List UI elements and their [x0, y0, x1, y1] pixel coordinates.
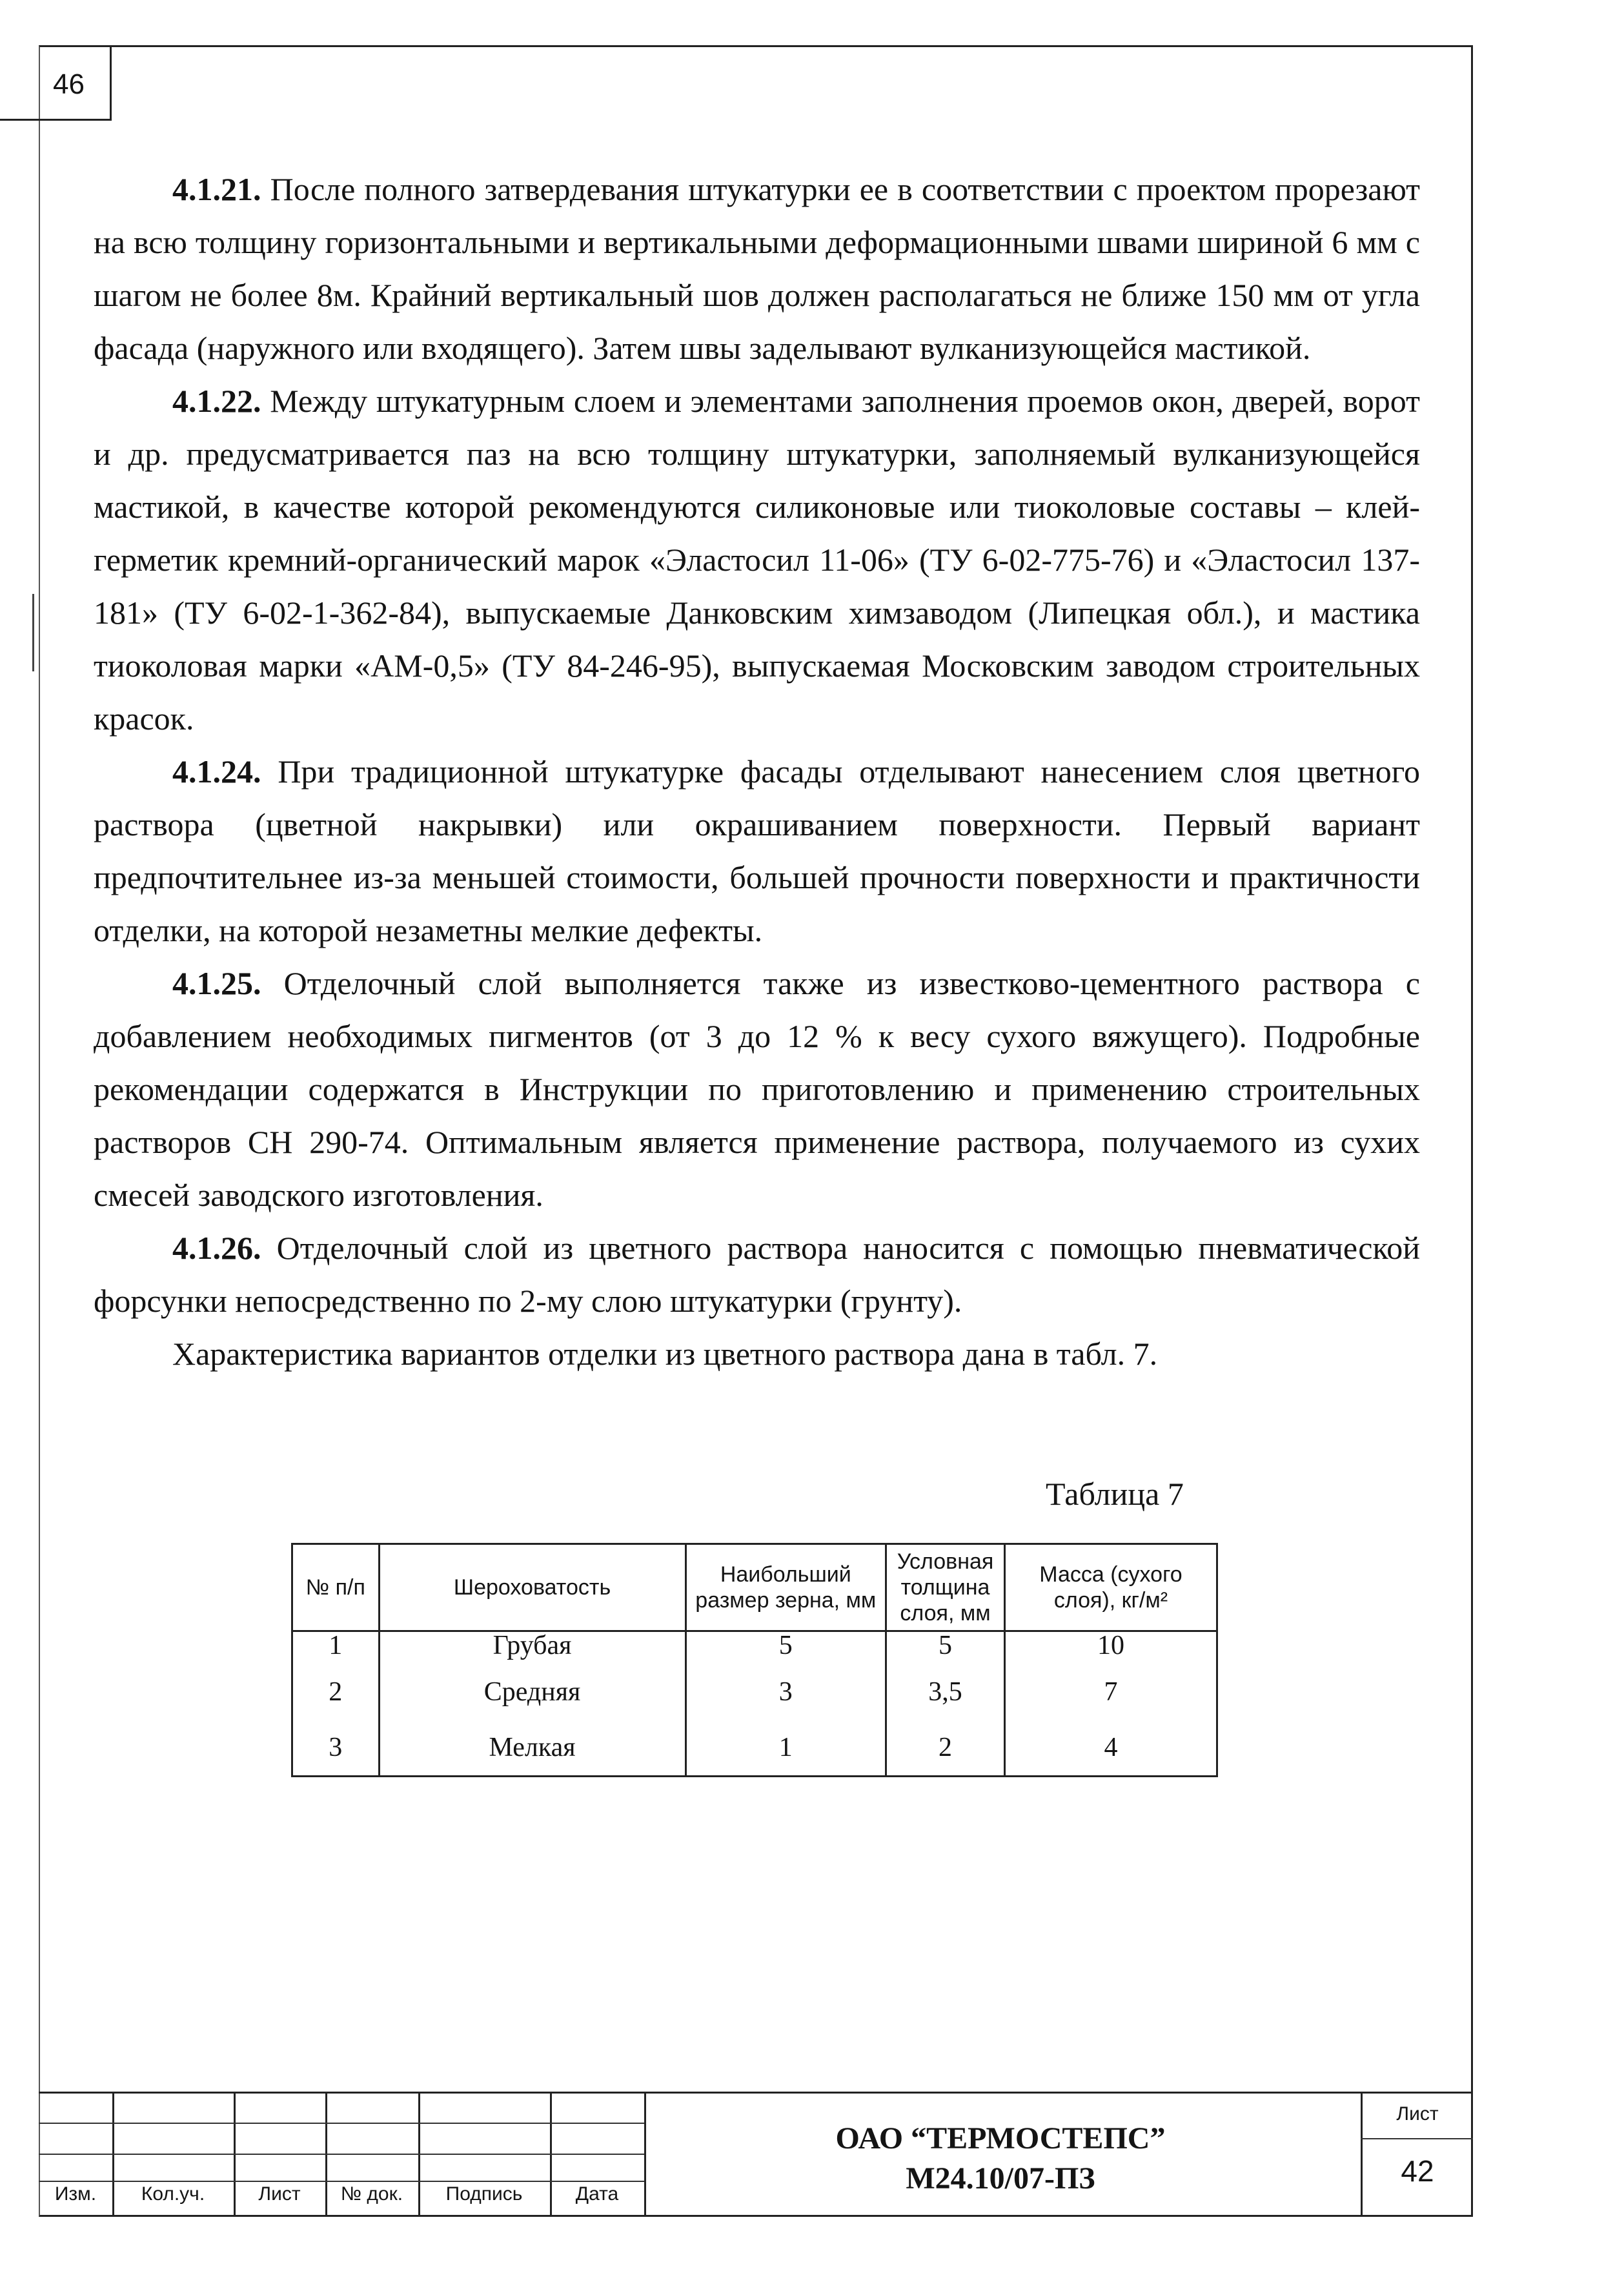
title-block-row-line: [39, 2181, 644, 2182]
title-block-row-line: [39, 2123, 644, 2124]
paragraph: [94, 374, 1420, 745]
table-cell: 1: [685, 1720, 886, 1777]
paragraph-number: 4.1.21.: [172, 171, 261, 207]
paragraph-text: Между штукатурным слоем и элементами заполнения проемов окон, дверей, ворот и др. предусматривается паз на всю толщину штукатурки, заполняемый вулканизующейся мастикой, в качестве которой рекомендуются силиконовые или тиоколовые составы – клей-герметик кремний-органический марок «Эластосил 11-06» (ТУ 6-02-775-76) и «Эластосил 137-181» (ТУ 6-02-1-362-84), выпускаемые Данковским химзаводом (Липецкая обл.), и мастика тиоколовая марки «АМ-0,5» (ТУ 84-246-95), выпускаемая Московским заводом строительных красок.: [94, 383, 1420, 737]
table-cell: 5: [685, 1631, 886, 1665]
paragraph: [94, 163, 1420, 374]
table-cell: 3: [292, 1720, 380, 1777]
body-text: [94, 163, 1420, 1380]
paragraph-number: 4.1.24.: [172, 753, 261, 790]
table-cell: Средняя: [379, 1664, 685, 1720]
title-block-row-line: [1361, 2138, 1473, 2139]
organization-title: [645, 2119, 1355, 2199]
table-header-cell: Наибольший размер зерна, мм: [685, 1544, 886, 1631]
paragraph-text: Характеристика вариантов отделки из цветного раствора дана в табл. 7.: [172, 1336, 1158, 1372]
title-block-row-line: [39, 2154, 644, 2155]
table-cell: 3: [685, 1664, 886, 1720]
table-header-cell: Масса (сухого слоя), кг/м²: [1004, 1544, 1217, 1631]
table-cell: 2: [886, 1720, 1005, 1777]
table-cell: 1: [292, 1631, 380, 1665]
table-cell: 3,5: [886, 1664, 1005, 1720]
paragraph-number: 4.1.26.: [172, 1230, 261, 1266]
stamp-label-sheet: Лист: [258, 2183, 301, 2205]
stamp-label-date: Дата: [575, 2183, 619, 2205]
title-block-border: [39, 2092, 1473, 2094]
sheet-label: Лист: [1396, 2103, 1439, 2125]
table-cell: 10: [1004, 1631, 1217, 1665]
table-caption: Таблица 7: [1046, 1476, 1184, 1512]
paragraph: [94, 1327, 1420, 1380]
sheet-number: 42: [1401, 2154, 1434, 2188]
table-row: [292, 1631, 1217, 1665]
paragraph-text: При традиционной штукатурке фасады отделывают нанесением слоя цветного раствора (цветной накрывки) или окрашиванием поверхности. Первый вариант предпочтительнее из-за меньшей стоимости, большей прочности поверхности и практичности отделки, на которой незаметны мелкие дефекты.: [94, 753, 1420, 948]
document-code: М24.10/07-ПЗ: [906, 2161, 1095, 2196]
stamp-label-change: Изм.: [54, 2183, 97, 2205]
table-cell: 5: [886, 1631, 1005, 1665]
table-cell: Мелкая: [379, 1720, 685, 1777]
table-header-cell: Условная толщина слоя, мм: [886, 1544, 1005, 1631]
title-block: [39, 2092, 1473, 2217]
paragraph-text: Отделочный слой из цветного раствора наносится с помощью пневматической форсунки непосредственно по 2-му слою штукатурки (грунту).: [94, 1230, 1420, 1319]
paragraph: [94, 745, 1420, 957]
table-header-cell: Шероховатость: [379, 1544, 685, 1631]
organization-name: ОАО “ТЕРМОСТЕПС”: [835, 2121, 1166, 2156]
stamp-label-signature: Подпись: [445, 2183, 523, 2205]
table-cell: Грубая: [379, 1631, 685, 1665]
table-cell: 4: [1004, 1720, 1217, 1777]
table-cell: 7: [1004, 1664, 1217, 1720]
table-row: [292, 1720, 1217, 1777]
corner-page-number: 46: [53, 68, 85, 100]
characteristics-table: [291, 1543, 1218, 1777]
table-header-cell: № п/п: [292, 1544, 380, 1631]
table-cell: 2: [292, 1664, 380, 1720]
paragraph-text: Отделочный слой выполняется также из известково-цементного раствора с добавлением необходимых пигментов (от 3 до 12 % к весу сухого вяжущего). Подробные рекомендации содержатся в Инструкции по приготовлению и применению строительных растворов СН 290-74. Оптимальным является применение раствора, получаемого из сухих смесей заводского изготовления.: [94, 965, 1420, 1213]
margin-mark: [32, 594, 34, 671]
table-row: [292, 1664, 1217, 1720]
paragraph: [94, 957, 1420, 1221]
stamp-label-count: Кол.уч.: [141, 2183, 205, 2205]
paragraph: [94, 1221, 1420, 1327]
paragraph-text: После полного затвердевания штукатурки ее в соответствии с проектом прорезают на всю толщину горизонтальными и вертикальными деформационными швами шириной 6 мм с шагом не более 8м. Крайний вертикальный шов должен располагаться не ближе 150 мм от угла фасада (наружного или входящего). Затем швы заделывают вулканизующейся мастикой.: [94, 171, 1420, 366]
stamp-label-doc: № док.: [340, 2183, 403, 2205]
paragraph-number: 4.1.22.: [172, 383, 261, 419]
paragraph-number: 4.1.25.: [172, 965, 261, 1001]
